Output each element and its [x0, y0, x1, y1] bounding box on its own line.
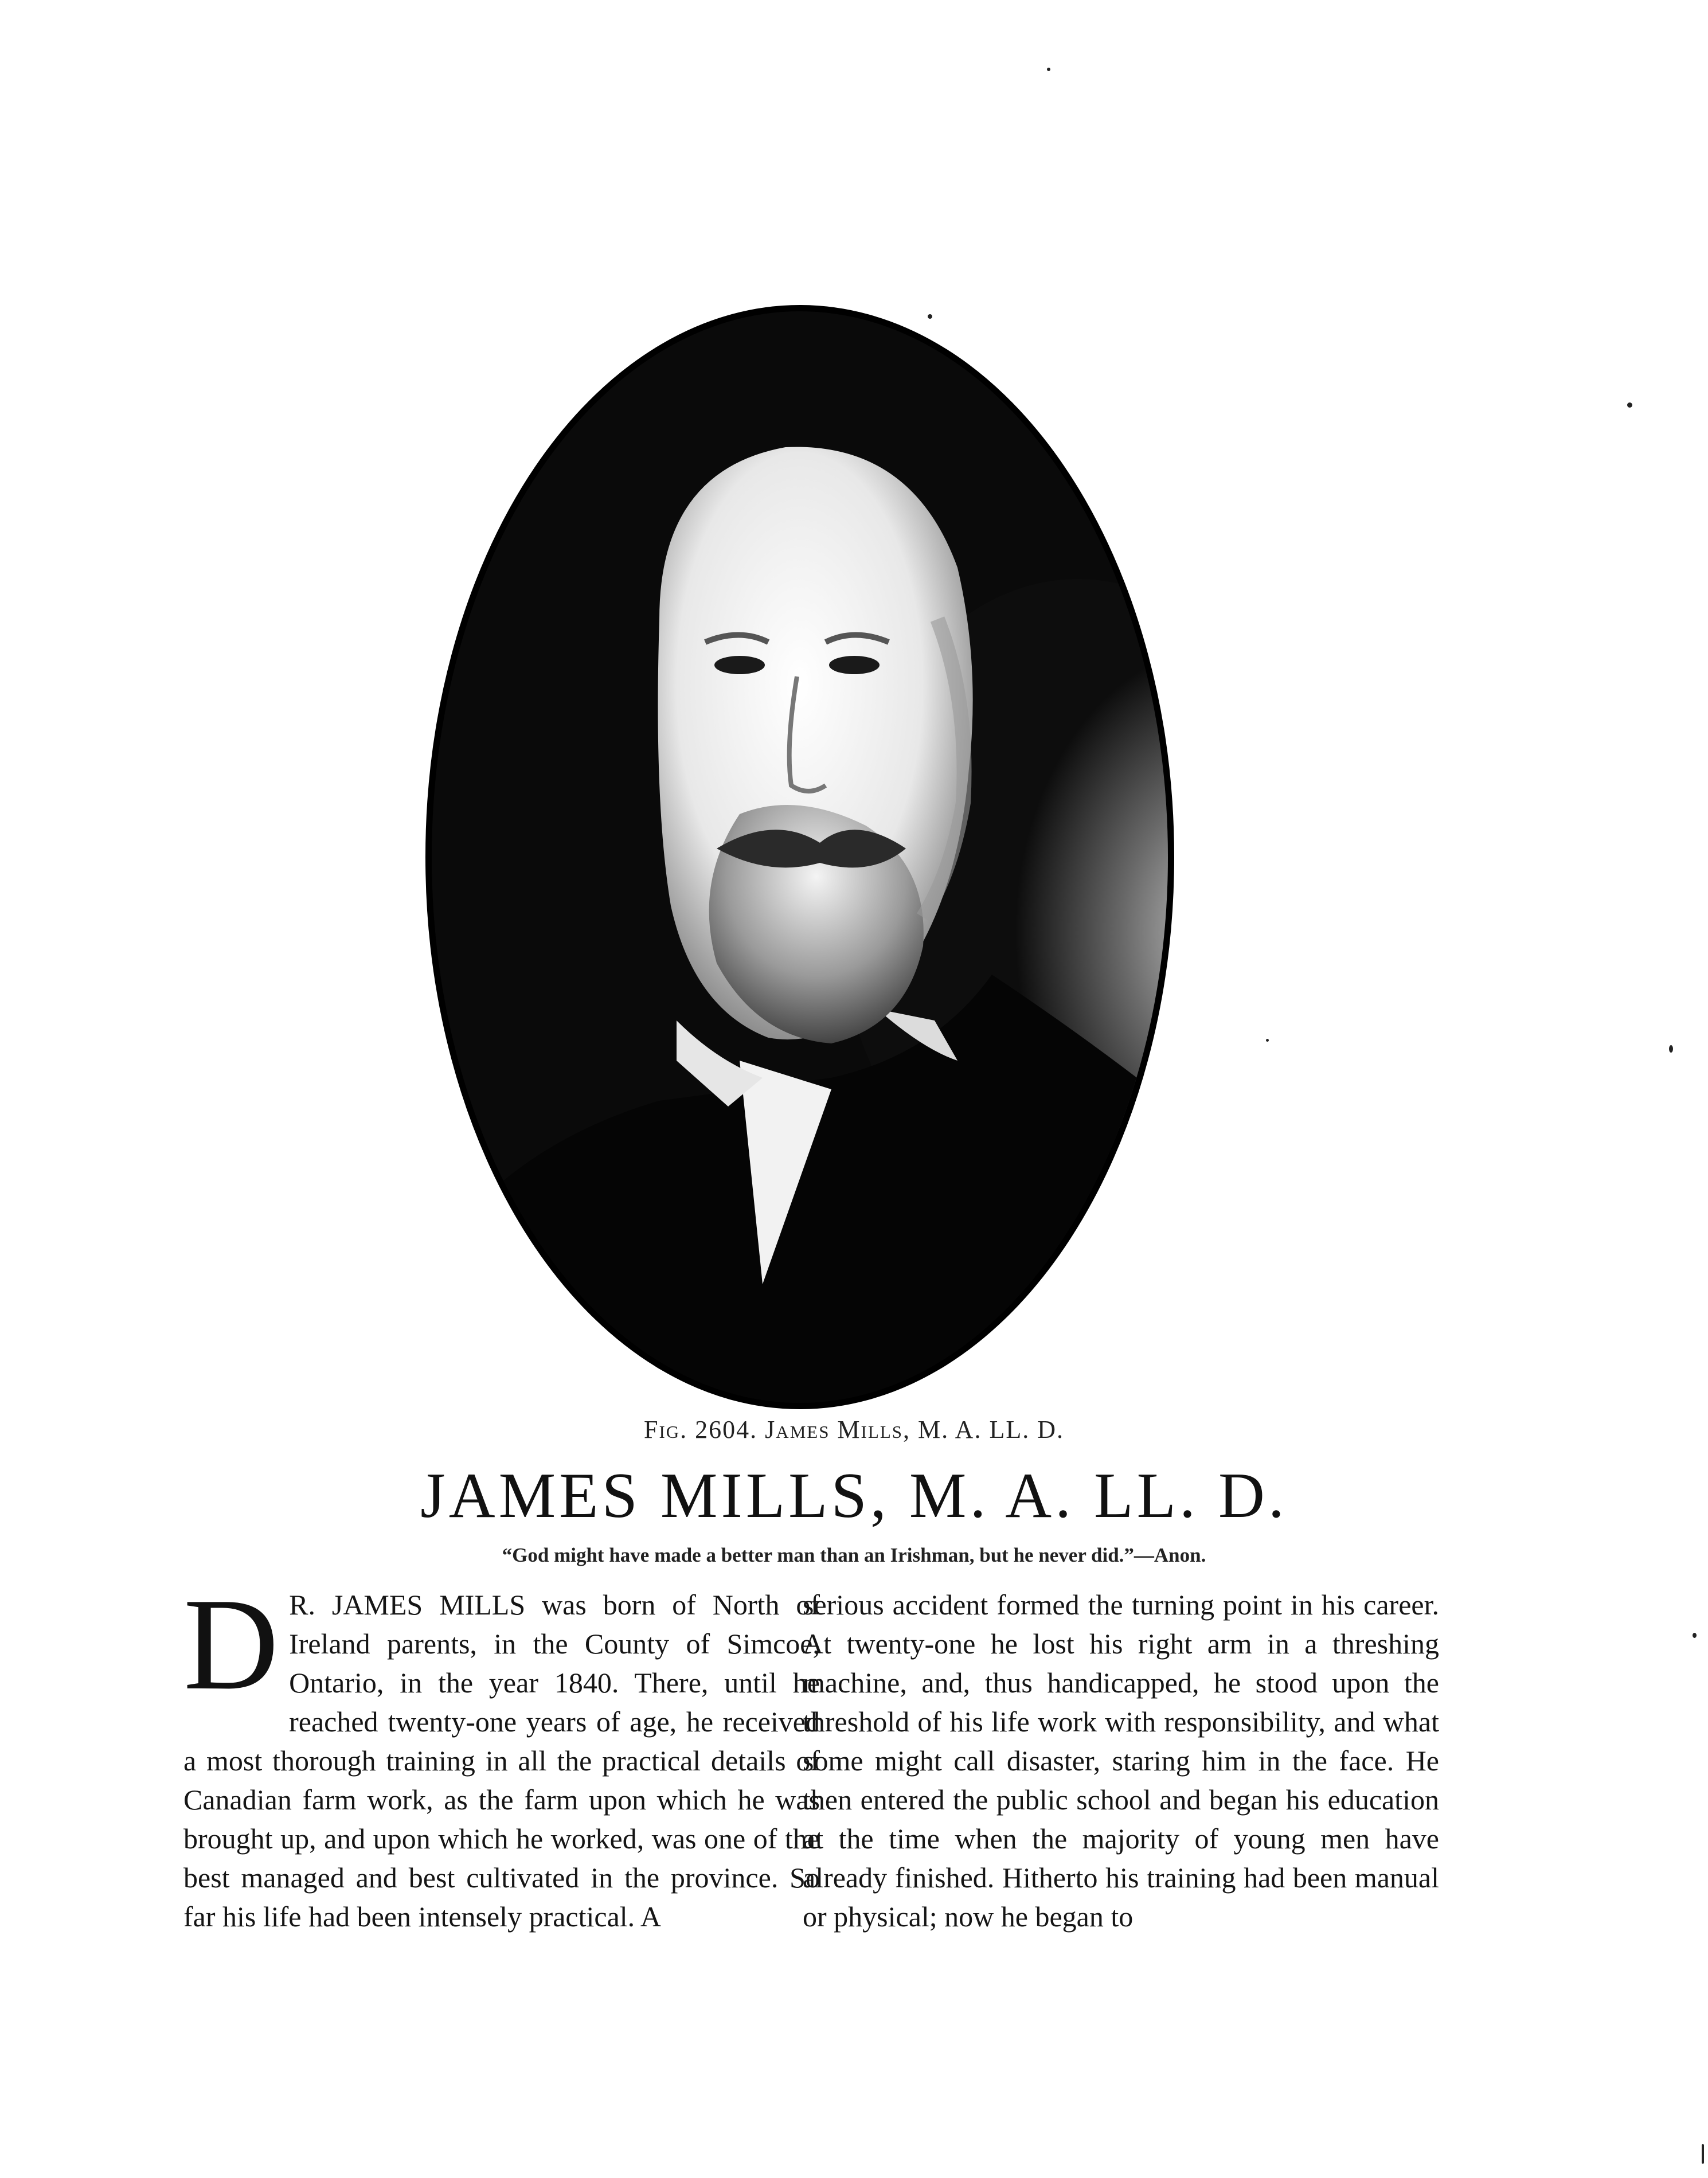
body-text-left: R. JAMES MILLS was born of North of Ireland parents, in the County of Simcoe, Ontario, in the year 1840. There, until he reached twenty-one years of age, he received a most thorough training in all the practical details of Canadian farm work, as the farm upon which he was brought up, and upon which he worked, was one of the best managed and best cultivated in the province. So far his life had been intensely practical. A: [183, 1589, 820, 1933]
body-column-left: [183, 1571, 820, 1936]
epigraph-quote: “God might have made a better man than an Irishman, but he never did.”—Anon.: [502, 1544, 1206, 1566]
figure-caption: Fig. 2604. James Mills, M. A. LL. D.: [644, 1415, 1064, 1444]
body-column-right: [803, 1585, 1439, 1936]
body-text-right: serious accident formed the turning point in his career. At twenty-one he lost his right arm in a threshing machine, and, thus handicapped, he stood upon the threshold of his life work with responsibility, and what some might call disaster, staring him in the face. He then entered the public school and began his education at the time when the majority of young men have already finished. Hitherto his training had been manual or physical; now he began to: [803, 1589, 1439, 1933]
portrait-photograph: [419, 298, 1181, 1416]
article-title: JAMES MILLS, M. A. LL. D.: [420, 1460, 1288, 1531]
drop-cap: D: [183, 1571, 279, 1717]
